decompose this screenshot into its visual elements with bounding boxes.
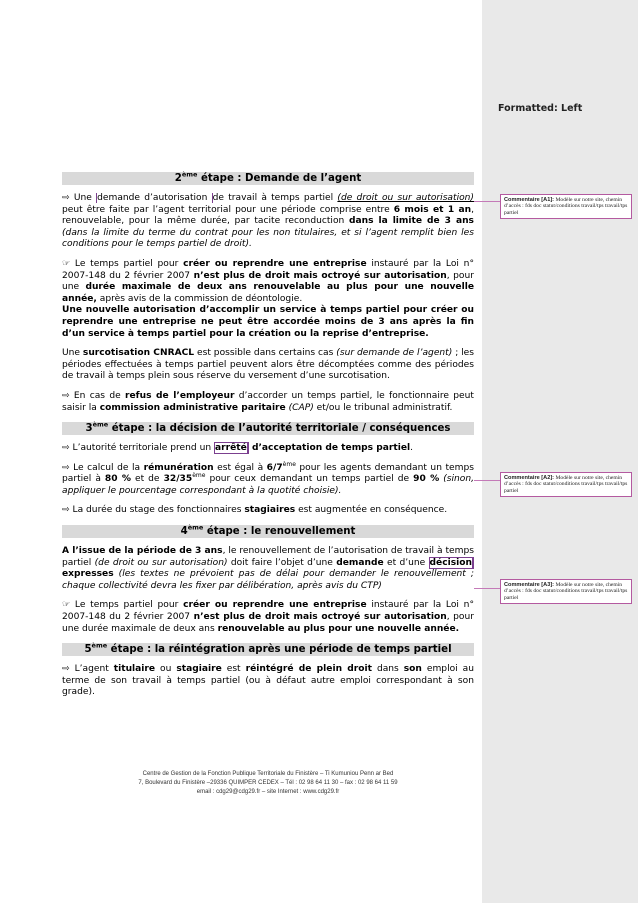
page-footer [62,770,474,797]
comment-a2[interactable] [500,472,632,497]
paragraph-entreprise-renouvellement: ☞ Le temps partiel pour créer ou reprendre une entreprise instauré par la Loi n° 2007-148 du 2 février 2007 n’est plus de droit mais octroyé sur autorisation, pour une durée maximale de deux ans renouvelable au plus pour une nouvelle année. [62,600,474,634]
paragraph-demande: ⇨ Une demande d’autorisation de travail à temps partiel (de droit ou sur autorisation) peut être faite par l’agent territorial pour une période comprise entre 6 mois et 1 an, renouvelable, pour la même durée, par tacite reconduction dans la limite de 3 ans (dans la limite du terme du contrat pour les non titulaires, et si l’agent remplit bien les conditions pour le temps partiel de droit). [62,193,475,250]
footer-line: email : cdg29@cdg29.fr – site Internet : www.cdg29.fr [196,789,340,795]
comment-connector [474,588,500,589]
footer-line: 7, Boulevard du Finistère –29336 QUIMPER CEDEX – Tél : 02 98 64 11 30 – fax : 02 98 64 11 59 [138,780,398,786]
paragraph-renouvellement: A l’issue de la période de 3 ans, le renouvellement de l’autorisation de travail à temps partiel (de droit ou sur autorisation) doit faire l’objet d’une demande et d’une décision expresses (les textes ne prévoient pas de délai pour demander le renouvellement ; chaque collectivité devra les fixer par délibération, après avis du CTP) [62,546,474,591]
section-heading-5: 5ème étape : la réintégration après une période de temps partiel [62,643,474,656]
margin-pane-title: Formatted: Left [498,103,583,114]
comment-connector [474,480,500,481]
document-page [62,168,474,699]
paragraph-remuneration: ⇨ Le calcul de la rémunération est égal à 6/7ème pour les agents demandant un temps partiel à 80 % et de 32/35ème pour ceux demandant un temps partiel de 90 % (sinon, appliquer le pourcentage correspondant à la quotité choisie). [62,460,475,496]
comment-margin-pane [482,0,638,903]
footer-line: Centre de Gestion de la Fonction Publique Territoriale du Finistère – Ti Kumuniou Penn ar Bed [142,771,394,777]
paragraph-stage: ⇨ La durée du stage des fonctionnaires stagiaires est augmentée en conséquence. [62,505,448,516]
comment-text: Modèle sur notre site, chemin d’accès : fds doc statut/conditions travail/tps travail/tps partiel [504,197,628,216]
comment-a3[interactable] [500,579,632,604]
comment-connector [474,201,500,202]
paragraph-refus: ⇨ En cas de refus de l’employeur d’accorder un temps partiel, le fonctionnaire peut saisir la commission administrative paritaire (CAP) et/ou le tribunal administratif. [62,390,474,413]
paragraph-arrete: ⇨ L’autorité territoriale prend un arrêté d’acceptation de temps partiel. [62,443,414,454]
paragraph-reintegration: ⇨ L’agent titulaire ou stagiaire est réintégré de plein droit dans son emploi au terme de son travail à temps partiel (ou à défaut autre emploi correspondant à son grade). [62,664,474,698]
paragraph-surcotisation: Une surcotisation CNRACL est possible dans certains cas (sur demande de l’agent) ; les périodes effectuées à temps partiel peuvent alors être décomptées comme des périodes de travail à temps plein sous réserve du versement d’une surcotisation. [62,348,475,382]
paragraph-entreprise: ☞ Le temps partiel pour créer ou reprendre une entreprise instauré par la Loi n° 2007-148 du 2 février 2007 n’est plus de droit mais octroyé sur autorisation, pour une durée maximale de deux ans renouvelable au plus pour une nouvelle année, après avis de la commission de déontologie. Une nouvelle autorisation d’accomplir un service à temps partiel pour créer ou reprendre une entreprise ne peut être accordée moins de 3 ans après la fin d’un service à temps partiel pour la création ou la reprise d’entreprise. [62,258,474,339]
comment-a1[interactable] [500,194,632,219]
section-heading-2: 2ème étape : Demande de l’agent [62,172,474,185]
comment-label: Commentaire [A3]: [504,582,555,588]
comment-label: Commentaire [A1]: [504,197,555,203]
comment-text: Modèle sur notre site, chemin d’accès : fds doc statut/conditions travail/tps travail/tps partiel [504,582,628,601]
comment-label: Commentaire [A2]: [504,475,555,481]
comment-text: Modèle sur notre site, chemin d’accès : fds doc statut/conditions travail/tps travail/tps partiel [504,475,628,494]
section-heading-4: 4ème étape : le renouvellement [62,525,474,538]
section-heading-3: 3ème étape : la décision de l’autorité territoriale / conséquences [62,422,474,435]
